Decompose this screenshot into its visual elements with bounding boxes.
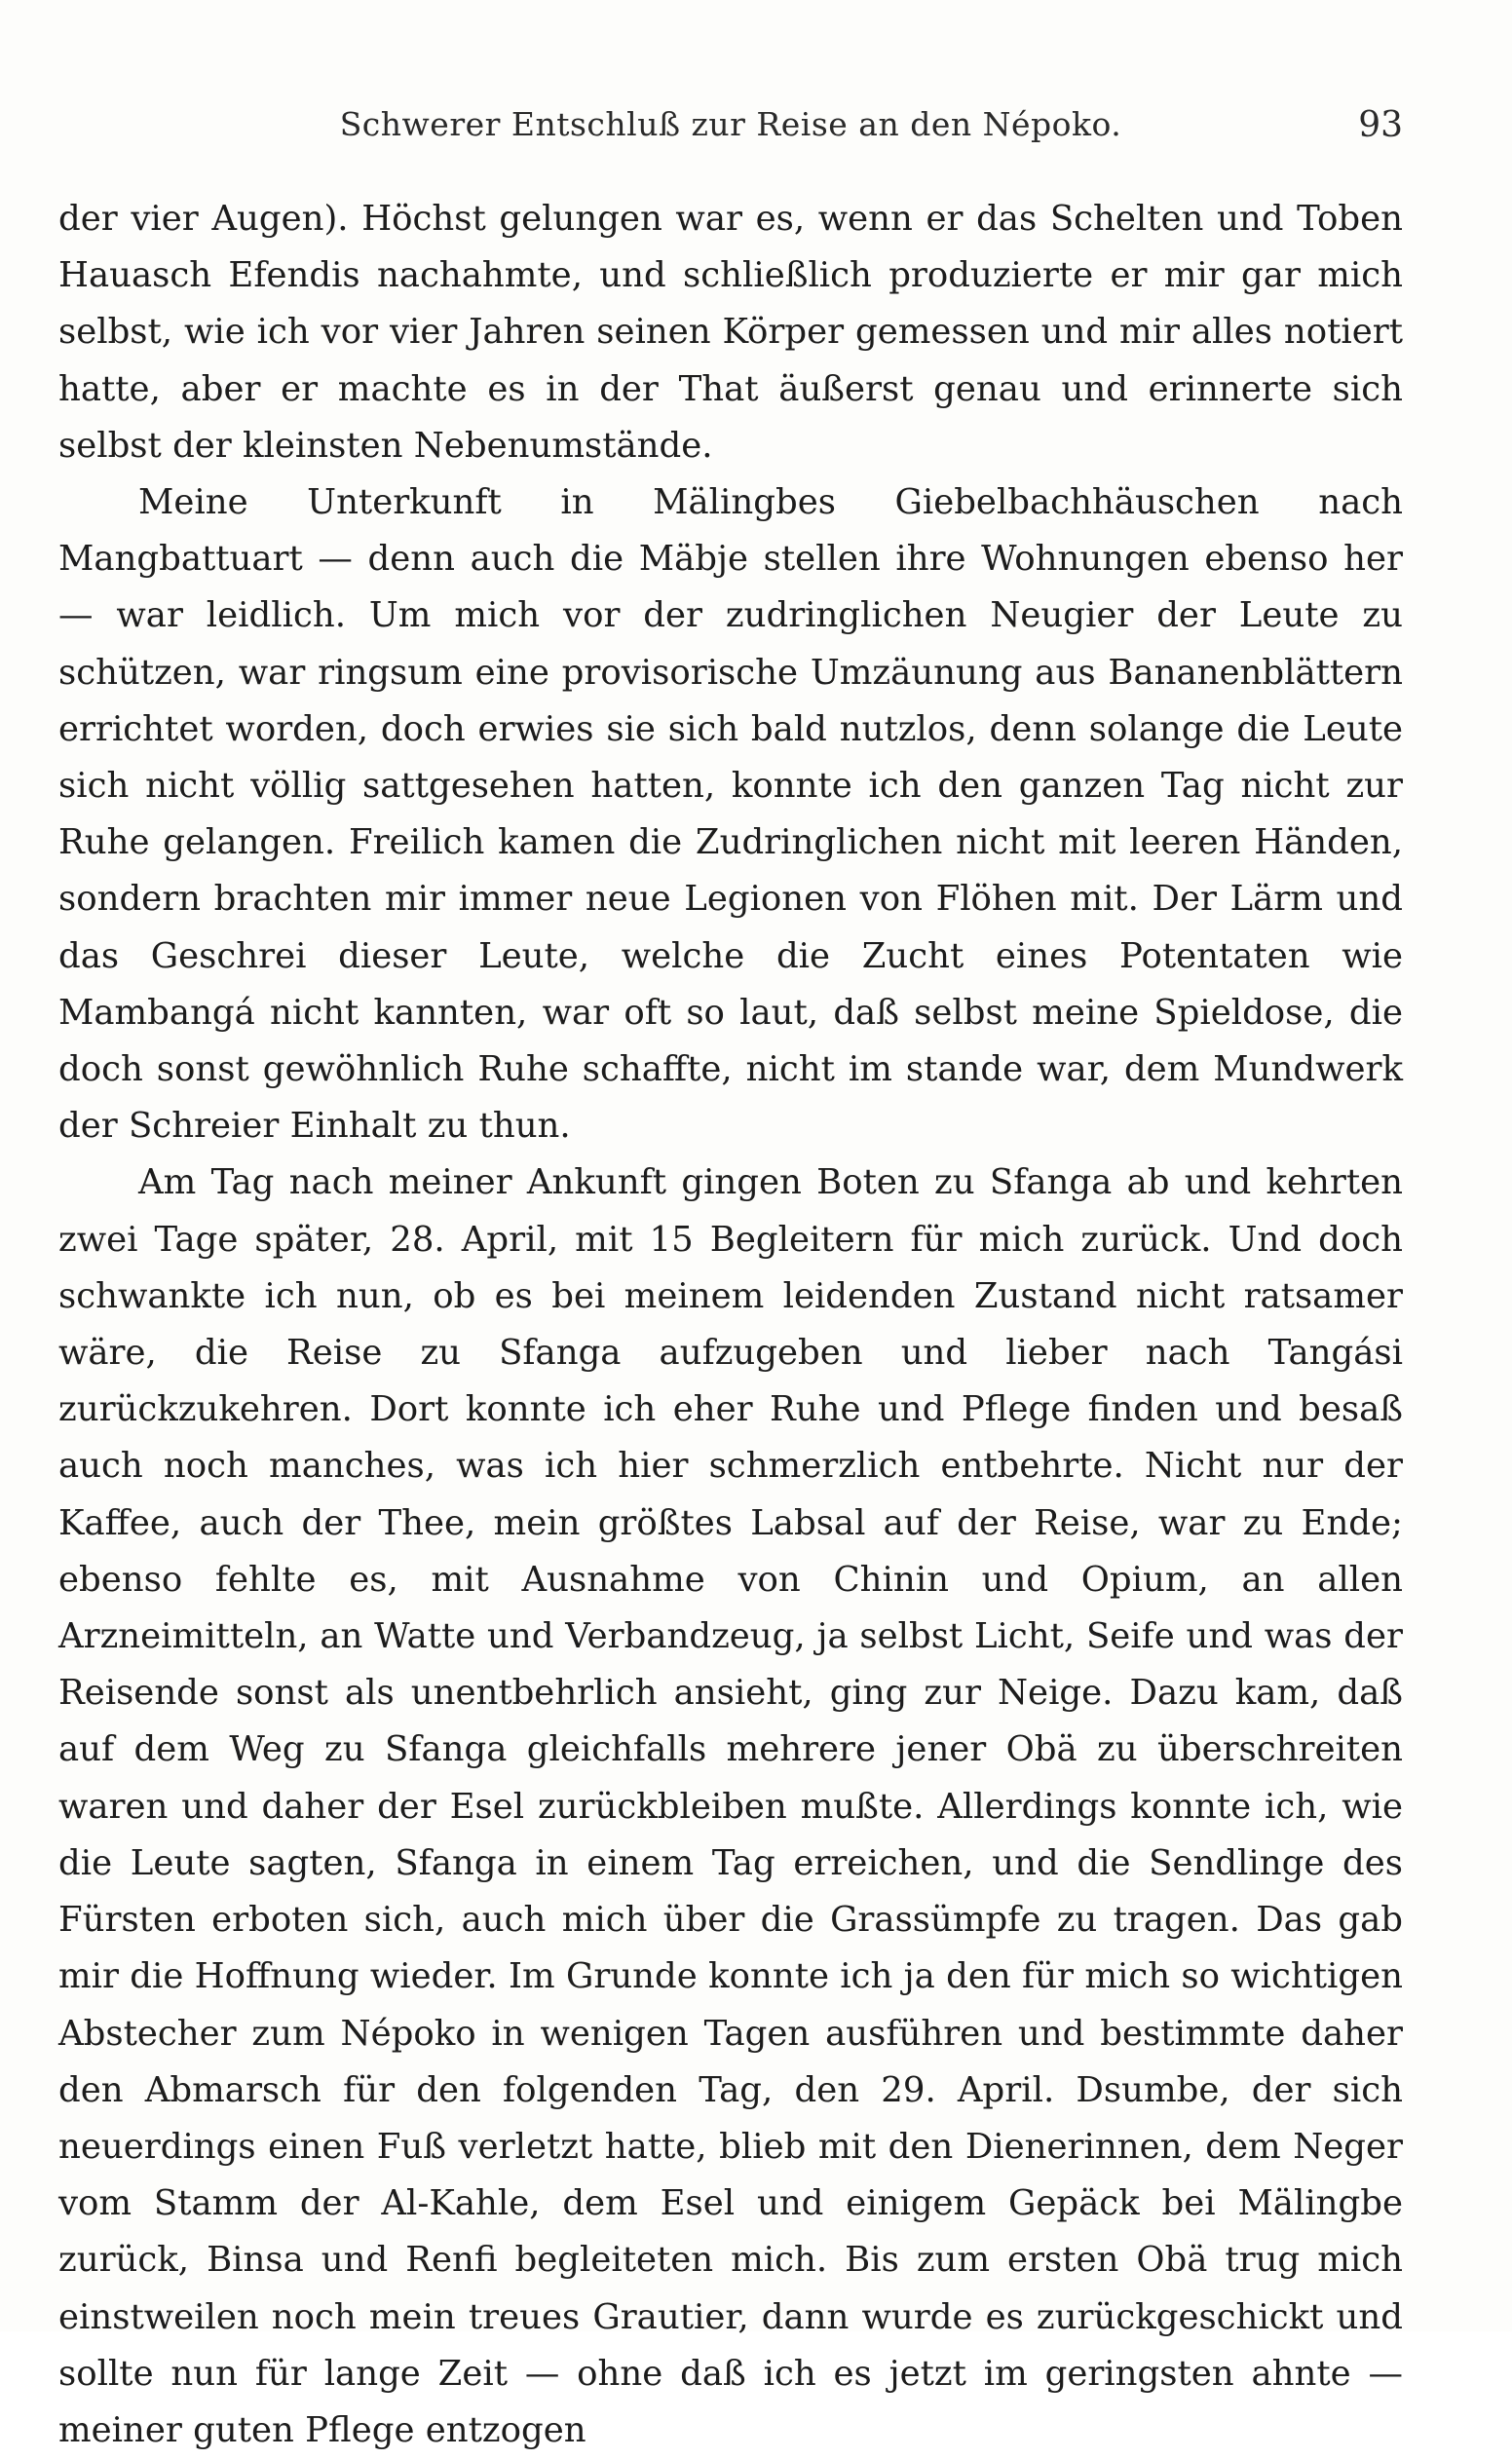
page-number: 93: [1358, 105, 1403, 145]
paragraph-lodging: Meine Unterkunft in Mälingbes Giebelbachhäuschen nach Mangbattuart — denn auch die Mäbje stellen ihre Wohnungen ebenso her — war leidlich. Um mich vor der zudringlichen Neugier der Leute zu schützen, war ringsum eine provisorische Umzäunung aus Bananenblättern errichtet worden, doch erwies sie sich bald nutzlos, denn solange die Leute sich nicht völlig sattgesehen hatten, konnte ich den ganzen Tag nicht zur Ruhe gelangen. Freilich kamen die Zudringlichen nicht mit leeren Händen, sondern brachten mir immer neue Legionen von Flöhen mit. Der Lärm und das Geschrei dieser Leute, welche die Zucht eines Potentaten wie Mambangá nicht kannten, war oft so laut, daß selbst meine Spieldose, die doch sonst gewöhnlich Ruhe schaffte, nicht im stande war, dem Mundwerk der Schreier Einhalt zu thun.: [58, 482, 1403, 1147]
paragraph-departure: Am Tag nach meiner Ankunft gingen Boten zu Sfanga ab und kehrten zwei Tage später, 28. April, mit 15 Begleitern für mich zurück. Und doch schwankte ich nun, ob es bei meinem leidenden Zustand nicht ratsamer wäre, die Reise zu Sfanga aufzugeben und lieber nach Tangási zurückzukehren. Dort konnte ich eher Ruhe und Pflege finden und besaß auch noch manches, was ich hier schmerzlich entbehrte. Nicht nur der Kaffee, auch der Thee, mein größtes Labsal auf der Reise, war zu Ende; ebenso fehlte es, mit Ausnahme von Chinin und Opium, an allen Arzneimitteln, an Watte und Verbandzeug, ja selbst Licht, Seife und was der Reisende sonst als unentbehrlich ansieht, ging zur Neige. Dazu kam, daß auf dem Weg zu Sfanga gleichfalls mehrere jener Obä zu überschreiten waren und daher der Esel zurückbleiben mußte. Allerdings konnte ich, wie die Leute sagten, Sfanga in einem Tag erreichen, und die Sendlinge des Fürsten erboten sich, auch mich über die Grassümpfe zu tragen. Das gab mir die Hoffnung wieder. Im Grunde konnte ich ja den für mich so wichtigen Abstecher zum Népoko in wenigen Tagen ausführen und bestimmte daher den Abmarsch für den folgenden Tag, den 29. April. Dsumbe, der sich neuerdings einen Fuß verletzt hatte, blieb mit den Dienerinnen, dem Neger vom Stamm der Al-Kahle, dem Esel und einigem Gepäck bei Mälingbe zurück, Binsa und Renfi begleiteten mich. Bis zum ersten Obä trug mich einstweilen noch mein treues Grautier, dann wurde es zurückgeschickt und sollte nun für lange Zeit — ohne daß ich es jetzt im geringsten ahnte — meiner guten Pflege entzogen: [58, 1162, 1403, 2450]
body-text: [58, 191, 1403, 2459]
paragraph-continuation: der vier Augen). Höchst gelungen war es, wenn er das Schelten und Toben Hauasch Efendis nachahmte, und schließlich produzierte er mir gar mich selbst, wie ich vor vier Jahren seinen Körper gemessen und mir alles notiert hatte, aber er machte es in der That äußerst genau und erinnerte sich selbst der kleinsten Nebenumstände.: [58, 199, 1403, 466]
running-title: Schwerer Entschluß zur Reise an den Népoko.: [339, 105, 1122, 143]
page-header: [58, 105, 1403, 164]
